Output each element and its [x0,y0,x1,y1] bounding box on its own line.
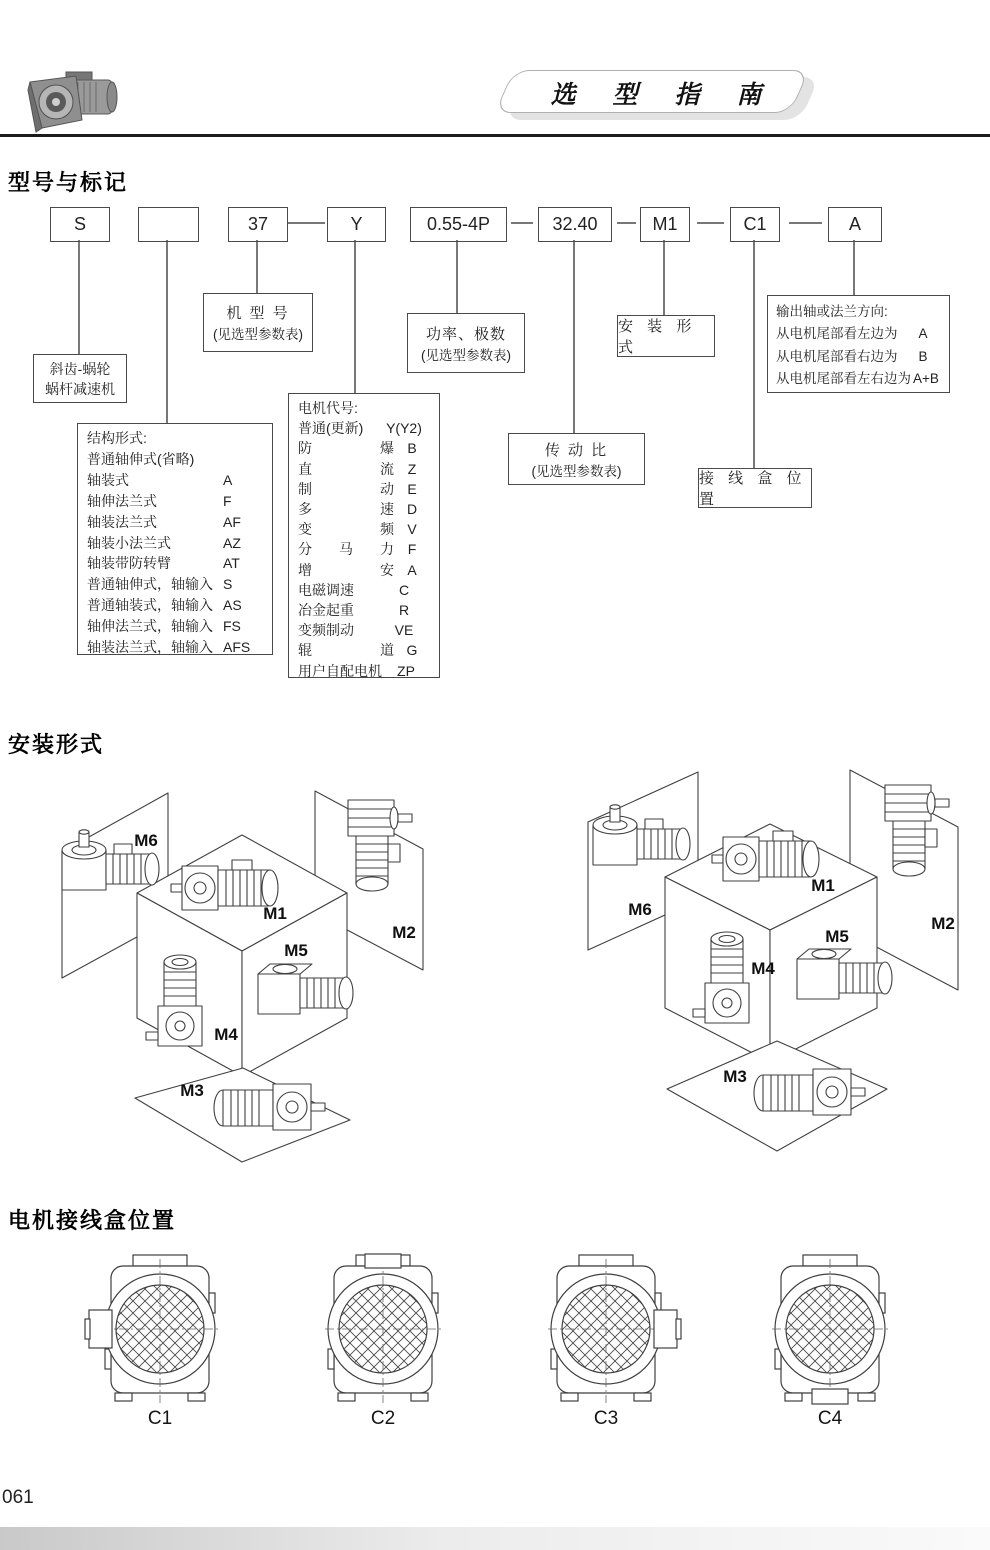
code-box-series: S [50,207,110,242]
code-box-size: 37 [228,207,288,242]
junction-views-drawings [0,1253,990,1408]
section-title-junction: 电机接线盒位置 [8,1208,177,1233]
callout-motor-codes [288,393,440,678]
code-box-junction: C1 [730,207,780,242]
junction-view-label: C2 [370,1408,396,1429]
callout-reducer-type [33,354,127,403]
junction-view-c1 [85,1255,218,1403]
motor-code-row: 增安 A [298,561,417,578]
motor-code-row: 变频 V [298,521,417,538]
callout-line: 斜齿-蜗轮 [49,360,111,377]
callout-line: (见选型参数表) [213,327,303,342]
callout-power-poles [407,313,525,373]
direction-title: 输出轴或法兰方向: [776,304,888,319]
callout-line: 传 动 比 [544,441,609,459]
structure-row: 轴装法兰式，轴输入 AFS [87,639,251,656]
mounting-label: M4 [751,959,775,978]
motor-code-row: 电磁调速 C [298,581,410,598]
callout-line: 蜗杆减速机 [45,380,115,397]
callout-junction-position: 接 线 盒 位 置 [698,468,812,508]
motor-m3 [214,1084,325,1130]
structure-row: 轴伸法兰式，轴输入 FS [87,618,241,635]
motor-code-row: 辊道 G [298,642,418,659]
motor-code-row: 变频制动 VE [298,622,414,639]
structure-row: 普通轴装式，轴输入 AS [87,597,242,614]
banner-title: 选 型 指 南 [550,81,777,109]
mounting-label: M3 [180,1081,204,1100]
code-box-direction: A [828,207,882,242]
mounting-label: M6 [134,831,158,850]
code-box-ratio: 32.40 [538,207,612,242]
callout-line: 机 型 号 [226,305,290,322]
motor-code-row: 用户自配电机 ZP [298,662,415,679]
callout-ratio [508,433,645,485]
structure-row: 轴装法兰式 AF [87,513,241,530]
mounting-label: M3 [723,1067,747,1086]
motor-m3 [754,1069,865,1115]
junction-view-label: C1 [147,1408,173,1429]
callout-line: (见选型参数表) [421,347,511,363]
mounting-diagram-right [565,765,970,1165]
direction-row: 从电机尾部看左右边为 A+B [776,371,939,387]
mounting-label: M2 [392,923,416,942]
gearmotor-photo-logo [26,66,118,138]
header-rule [0,134,990,137]
junction-view-c4 [772,1255,888,1404]
mounting-label: M6 [628,900,652,919]
junction-view-label: C4 [817,1408,843,1429]
mounting-label: M1 [811,876,835,895]
mounting-label: M5 [825,927,849,946]
motor-codes-title: 电机代号: [298,400,358,416]
structure-row: 普通轴伸式(省略) [87,450,195,467]
junction-view-label: C3 [593,1408,619,1429]
mounting-diagram-left [30,778,445,1170]
code-box-mounting: M1 [640,207,690,242]
section-title-mounting: 安装形式 [8,732,105,757]
bottom-gradient-bar [0,1527,990,1550]
callout-model-no [203,293,313,352]
callout-mounting-form: 安 装 形 式 [617,315,715,357]
motor-code-row: 冶金起重 R [298,602,410,619]
mounting-label: M1 [263,904,287,923]
callout-structure-forms [77,423,273,655]
mounting-label: M5 [284,941,308,960]
structure-row: 轴伸法兰式 F [87,492,232,509]
callout-output-direction [767,295,950,393]
motor-code-row: 多速 D [298,501,418,518]
mounting-label: M4 [214,1025,238,1044]
motor-code-row: 分马力 F [298,541,417,558]
structure-row: 轴装式 A [87,471,233,488]
motor-code-row: 防爆 B [298,440,417,457]
code-box-power: 0.55-4P [410,207,507,242]
junction-view-c3 [548,1255,681,1403]
page-number: 061 [2,1487,34,1508]
structure-row: 普通轴伸式，轴输入 S [87,576,233,593]
section-title-model: 型号与标记 [8,170,129,195]
direction-row: 从电机尾部看左边为 A [776,326,928,342]
motor-code-row: 直流 Z [298,460,417,477]
header-banner [500,70,812,122]
code-box-motor: Y [327,207,386,242]
callout-line: 功率、极数 [425,325,506,343]
motor-code-row: 制动 E [298,480,417,497]
structure-row: 轴装小法兰式 AZ [87,534,241,551]
callout-line: (见选型参数表) [531,463,622,479]
mounting-label: M2 [931,914,955,933]
junction-view-c2 [325,1254,441,1403]
direction-row: 从电机尾部看右边为 B [776,348,928,364]
motor-code-row: 普通(更新) Y(Y2) [298,420,422,437]
structure-row: 轴装带防转臂 AT [87,555,240,572]
structure-title: 结构形式: [87,430,147,446]
